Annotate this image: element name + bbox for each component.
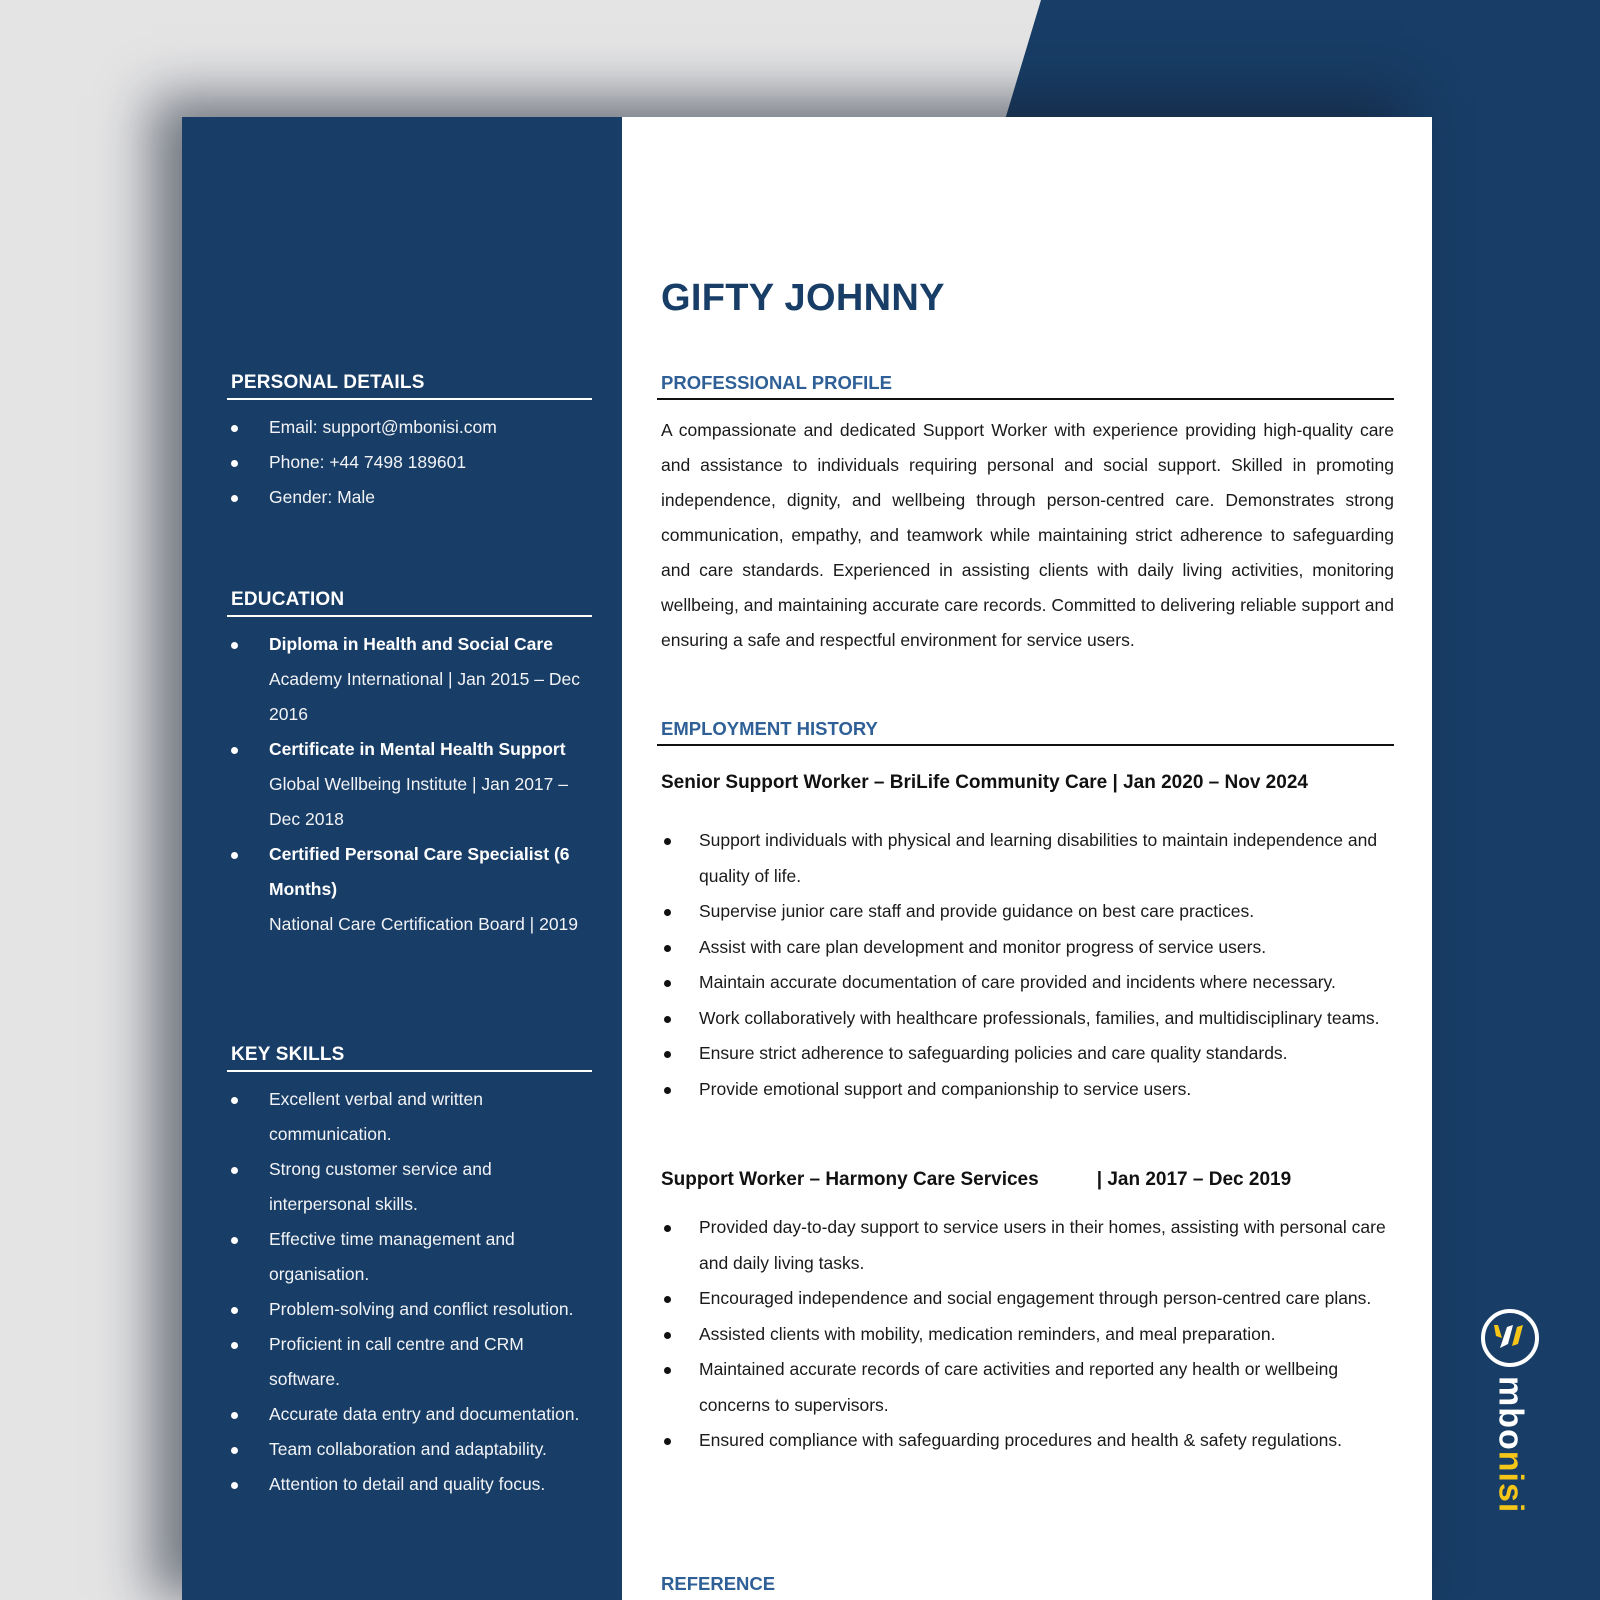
personal-details-section (227, 372, 592, 515)
skill-item: Attention to detail and quality focus. (227, 1467, 592, 1502)
education-item (227, 837, 592, 942)
key-skills-heading: KEY SKILLS (227, 1044, 592, 1072)
education-detail: Global Wellbeing Institute | Jan 2017 – Dec 2018 (269, 774, 568, 829)
education-title: Certificate in Mental Health Support (269, 739, 566, 759)
personal-detail-gender: Gender: Male (227, 480, 592, 515)
job-bullet: Encouraged independence and social engagement through person-centred care plans. (661, 1281, 1394, 1317)
job-bullet: Ensured compliance with safeguarding procedures and health & safety regulations. (661, 1423, 1394, 1459)
education-section (227, 589, 592, 942)
job-bullet: Supervise junior care staff and provide guidance on best care practices. (661, 894, 1394, 930)
skill-item: Accurate data entry and documentation. (227, 1397, 592, 1432)
key-skills-list (227, 1082, 592, 1502)
education-heading: EDUCATION (227, 589, 592, 617)
professional-profile-heading: PROFESSIONAL PROFILE (657, 372, 1394, 400)
education-detail: Academy International | Jan 2015 – Dec 2016 (269, 669, 580, 724)
education-title: Diploma in Health and Social Care (269, 634, 553, 654)
personal-details-list (227, 410, 592, 515)
skill-item: Team collaboration and adaptability. (227, 1432, 592, 1467)
job-bullet: Ensure strict adherence to safeguarding policies and care quality standards. (661, 1036, 1394, 1072)
job-bullet: Work collaboratively with healthcare professionals, families, and multidisciplinary teams. (661, 1001, 1394, 1037)
resume-page (182, 117, 1432, 1600)
education-detail: National Care Certification Board | 2019 (269, 914, 579, 934)
job-bullet: Assist with care plan development and monitor progress of service users. (661, 930, 1394, 966)
personal-details-heading: PERSONAL DETAILS (227, 372, 592, 400)
professional-profile-text: A compassionate and dedicated Support Worker with experience providing high-quality care and assistance to individuals requiring personal and social support. Skilled in promoting independence, dignity, and wellbeing through person-centred care. Demonstrates strong communication, empathy, and teamwork while maintaining strict adherence to safeguarding and care standards. Experienced in assisting clients with daily living activities, monitoring wellbeing, and maintaining accurate care records. Committed to delivering reliable support and ensuring a safe and respectful environment for service users. (661, 420, 1394, 650)
job-bullet: Maintain accurate documentation of care provided and incidents where necessary. (661, 965, 1394, 1001)
education-item (227, 732, 592, 837)
skill-item: Effective time management and organisation. (227, 1222, 592, 1292)
personal-detail-email: Email: support@mbonisi.com (227, 410, 592, 445)
reference-heading: REFERENCE (661, 1573, 776, 1594)
skill-item: Proficient in call centre and CRM software. (227, 1327, 592, 1397)
education-list (227, 627, 592, 942)
job-bullet: Maintained accurate records of care activities and reported any health or wellbeing concerns to supervisors. (661, 1352, 1394, 1423)
job-bullets (661, 1210, 1394, 1459)
skill-item: Strong customer service and interpersonal skills. (227, 1152, 592, 1222)
skill-item: Problem-solving and conflict resolution. (227, 1292, 592, 1327)
logo-text-white: mbo (1491, 1376, 1530, 1451)
logo-text-yellow: nisi (1491, 1450, 1530, 1514)
employment-history-heading: EMPLOYMENT HISTORY (657, 718, 1394, 746)
education-title: Certified Personal Care Specialist (6 Months) (269, 844, 570, 899)
job-bullet: Provided day-to-day support to service users in their homes, assisting with personal care and daily living tasks. (661, 1210, 1394, 1281)
job-title: Senior Support Worker – BriLife Community Care | Jan 2020 – Nov 2024 (661, 772, 1308, 793)
job-bullets (661, 823, 1394, 1107)
job-bullet: Provide emotional support and companionship to service users. (661, 1072, 1394, 1108)
job-title: Support Worker – Harmony Care Services | Jan 2017 – Dec 2019 (661, 1169, 1292, 1190)
job-bullet: Assisted clients with mobility, medication reminders, and meal preparation. (661, 1317, 1394, 1353)
personal-detail-phone: Phone: +44 7498 189601 (227, 445, 592, 480)
job-bullet: Support individuals with physical and learning disabilities to maintain independence and quality of life. (661, 823, 1394, 894)
skill-item: Excellent verbal and written communication. (227, 1082, 592, 1152)
mbonisi-logo-icon (1480, 1308, 1540, 1368)
candidate-name: GIFTY JOHNNY (661, 277, 945, 319)
mbonisi-logo (1480, 1308, 1540, 1514)
resume-sidebar (182, 117, 622, 1600)
key-skills-section (227, 1044, 592, 1502)
education-item (227, 627, 592, 732)
mbonisi-wordmark (1491, 1376, 1530, 1513)
